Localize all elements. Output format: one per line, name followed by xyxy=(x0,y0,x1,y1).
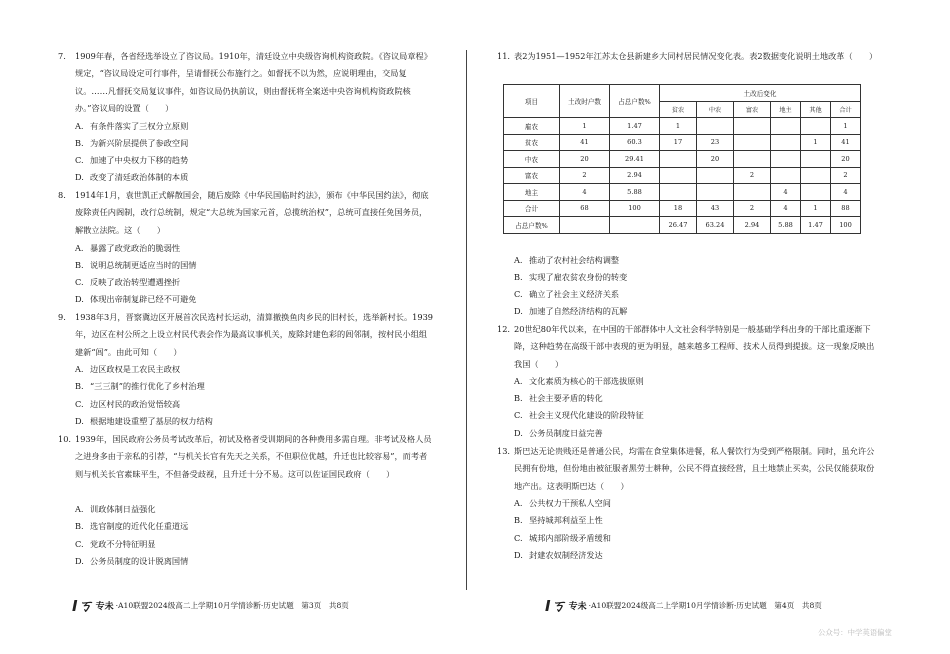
subheader-cell: 地主 xyxy=(771,101,801,118)
table-cell: 41 xyxy=(560,134,610,151)
table-row xyxy=(504,184,861,201)
table-cell: 41 xyxy=(831,134,861,151)
publisher-logo: Iㄎ xyxy=(545,597,566,615)
table-cell: 4 xyxy=(560,184,610,201)
table-cell: 2 xyxy=(734,167,771,184)
table-cell xyxy=(560,217,610,234)
table-row xyxy=(504,167,861,184)
option-text: 城邦内部阶级矛盾缓和 xyxy=(529,533,611,543)
option-text: 根据地建设重塑了基层的权力结构 xyxy=(90,416,213,426)
question-stem: 1914年1月，袁世凯正式解散国会，随后废除《中华民国临时约法》，颁布《中华民国约法》，彻底废除责任内阁制，改行总统制，规定“大总统为国家元首，总揽统治权”，总统可直接任免国务员，解散立法院。这（ ） xyxy=(75,190,429,235)
option-letter: D. xyxy=(75,172,84,182)
option-letter: B. xyxy=(75,138,84,148)
option-text: 确立了社会主义经济关系 xyxy=(529,289,620,299)
option-letter: C. xyxy=(514,533,523,543)
table-cell: 23 xyxy=(697,134,734,151)
table-cell: 5.88 xyxy=(610,184,660,201)
subheader-cell: 合计 xyxy=(831,101,861,118)
table-cell: 5.88 xyxy=(771,217,801,234)
publisher-logo-text: 专未 xyxy=(95,602,114,612)
option-letter: D. xyxy=(514,306,523,316)
option-letter: C. xyxy=(75,399,84,409)
table-cell: 1 xyxy=(831,118,861,135)
option-text: 暴露了政党政治的脆弱性 xyxy=(90,243,181,253)
table-cell: 2 xyxy=(734,200,771,217)
table-cell: 贫农 xyxy=(504,134,560,151)
option-text: 训政体制日益强化 xyxy=(90,504,156,514)
option-a[interactable] xyxy=(514,373,644,390)
option-letter: B. xyxy=(514,393,523,403)
option-b[interactable] xyxy=(514,512,603,529)
footer-text: ·A10联盟2024级高二上学期10月学情诊断·历史试题 第3页 共8页 xyxy=(115,601,349,610)
table-cell xyxy=(697,167,734,184)
option-d[interactable] xyxy=(75,413,213,430)
option-text: 加速了自然经济结构的瓦解 xyxy=(529,306,628,316)
option-c[interactable] xyxy=(514,407,644,424)
option-letter: D. xyxy=(75,416,84,426)
table-cell: 60.3 xyxy=(610,134,660,151)
table-cell: 20 xyxy=(831,151,861,168)
table-cell: 43 xyxy=(697,200,734,217)
question-stem: 1938年3月，晋察冀边区开展首次民选村长运动，清算撤换鱼肉乡民的旧村长，选举新村长。1939年，边区在村公所之上设立村民代表会作为最高议事机关，废除封建色彩的闾邻制，按村民小组组建新“闾”。由此可知（ ） xyxy=(75,312,434,357)
option-d[interactable] xyxy=(514,425,603,442)
option-b[interactable] xyxy=(514,390,603,407)
option-a[interactable] xyxy=(514,252,619,269)
table-cell: 1 xyxy=(660,118,697,135)
option-letter: D. xyxy=(514,550,523,560)
header-before: 土改时户数 xyxy=(560,85,610,118)
option-letter: B. xyxy=(514,515,523,525)
option-a[interactable] xyxy=(75,118,188,135)
table-cell xyxy=(697,118,734,135)
option-letter: A. xyxy=(75,364,84,374)
option-text: 说明总统制更适应当时的国情 xyxy=(90,260,197,270)
option-b[interactable] xyxy=(514,269,627,286)
table-cell xyxy=(610,217,660,234)
question-number: 12. xyxy=(497,324,511,334)
table-cell: 18 xyxy=(660,200,697,217)
table-cell: 合计 xyxy=(504,200,560,217)
option-letter: A. xyxy=(75,243,84,253)
option-c[interactable] xyxy=(75,274,180,291)
page-footer xyxy=(72,595,349,616)
table-cell xyxy=(660,167,697,184)
option-letter: A. xyxy=(514,255,523,265)
option-c[interactable] xyxy=(75,536,156,553)
question-stem: 20世纪80年代以来，在中国的干部群体中人文社会科学特别是一般基础学科出身的干部比重逐渐下降，这种趋势在高级干部中表现的更为明显，越来越多工程师、技术人员得到提拔。这一现象反映出我国（ ） xyxy=(514,324,875,369)
option-text: 改变了清廷政治体制的本质 xyxy=(90,172,189,182)
option-text: 实现了雇农贫农身份的转变 xyxy=(529,272,628,282)
table-cell xyxy=(801,151,831,168)
table-cell: 2 xyxy=(560,167,610,184)
table-cell: 4 xyxy=(771,184,801,201)
table-cell: 地主 xyxy=(504,184,560,201)
table-cell: 占总户数% xyxy=(504,217,560,234)
header-item: 项目 xyxy=(504,85,560,118)
option-text: 推动了农村社会结构调整 xyxy=(529,255,620,265)
header-pct: 占总户数% xyxy=(610,85,660,118)
table-cell xyxy=(660,151,697,168)
question-number: 9. xyxy=(58,312,66,322)
option-letter: B. xyxy=(514,272,523,282)
option-letter: B. xyxy=(75,260,84,270)
option-c[interactable] xyxy=(75,396,180,413)
option-text: 封建农奴制经济发达 xyxy=(529,550,603,560)
option-d[interactable] xyxy=(75,291,196,308)
option-a[interactable] xyxy=(75,501,156,518)
table-cell xyxy=(734,184,771,201)
option-b[interactable] xyxy=(75,257,196,274)
table-cell: 4 xyxy=(831,184,861,201)
header-after: 土改后变化 xyxy=(660,85,861,102)
table-cell: 富农 xyxy=(504,167,560,184)
table-cell: 29.41 xyxy=(610,151,660,168)
subheader-cell: 贫农 xyxy=(660,101,697,118)
option-d[interactable] xyxy=(75,553,188,570)
option-text: 反映了政治转型遭遇挫折 xyxy=(90,277,181,287)
table-row xyxy=(504,151,861,168)
table-cell: 雇农 xyxy=(504,118,560,135)
table-cell: 17 xyxy=(660,134,697,151)
option-letter: A. xyxy=(514,498,523,508)
table-cell: 26.47 xyxy=(660,217,697,234)
option-text: 坚持城邦利益至上性 xyxy=(529,515,603,525)
table-cell: 1.47 xyxy=(801,217,831,234)
option-text: 公共权力干预私人空间 xyxy=(529,498,611,508)
table-header-row xyxy=(504,85,861,102)
question-number: 7. xyxy=(58,51,66,61)
option-b[interactable] xyxy=(75,378,205,395)
page-divider xyxy=(466,50,467,590)
table-cell: 中农 xyxy=(504,151,560,168)
option-text: 边区政权是工农民主政权 xyxy=(90,364,181,374)
table-cell xyxy=(734,151,771,168)
option-letter: C. xyxy=(75,277,84,287)
question-stem: 表2为1951—1952年江苏太仓县新建乡大同村居民情况变化表。表2数据变化说明土地改革（ ） xyxy=(514,51,878,61)
option-d[interactable] xyxy=(514,547,603,564)
table-cell xyxy=(801,167,831,184)
option-letter: B. xyxy=(75,381,84,391)
question-stem: 斯巴达无论贵贱还是普通公民，均需在食堂集体进餐，私人餐饮行为受到严格限制。同时，虽允许公民拥有份地，但份地由被征服者黑劳士耕种，公民不得直接经营，且土地禁止买卖，公民仅能获取份地产出。这表明斯巴达（ ） xyxy=(514,446,875,491)
option-a[interactable] xyxy=(514,495,611,512)
option-a[interactable] xyxy=(75,361,180,378)
table-cell: 1 xyxy=(560,118,610,135)
option-text: 边区村民的政治觉悟较高 xyxy=(90,399,181,409)
option-text: 公务员制度日益完善 xyxy=(529,428,603,438)
table-cell xyxy=(734,134,771,151)
table-cell: 4 xyxy=(771,200,801,217)
table-cell: 63.24 xyxy=(697,217,734,234)
option-letter: A. xyxy=(75,121,84,131)
publisher-logo-text: 专未 xyxy=(568,602,587,612)
option-text: 社会主义现代化建设的阶段特征 xyxy=(529,410,644,420)
table-cell: 1 xyxy=(801,134,831,151)
option-text: “三三制”的推行优化了乡村治理 xyxy=(90,381,205,391)
option-text: 党政不分特征明显 xyxy=(90,539,156,549)
table-cell xyxy=(771,167,801,184)
question-number: 10. xyxy=(58,434,72,444)
table-cell xyxy=(771,118,801,135)
option-b[interactable] xyxy=(75,135,188,152)
subheader-cell: 其他 xyxy=(801,101,831,118)
option-text: 有条件落实了三权分立原则 xyxy=(90,121,189,131)
table-cell: 20 xyxy=(560,151,610,168)
table-cell: 100 xyxy=(610,200,660,217)
table-body xyxy=(504,118,861,234)
table-row xyxy=(504,134,861,151)
option-text: 文化素质为核心的干部选拔原则 xyxy=(529,376,644,386)
table-cell xyxy=(801,118,831,135)
option-letter: C. xyxy=(75,155,84,165)
option-text: 为新兴阶层提供了参政空间 xyxy=(90,138,189,148)
option-c[interactable] xyxy=(75,152,188,169)
option-letter: A. xyxy=(75,504,84,514)
table-row xyxy=(504,200,861,217)
option-text: 选官制度的近代化任重道远 xyxy=(90,521,189,531)
option-text: 加速了中央权力下移的趋势 xyxy=(90,155,189,165)
data-table xyxy=(503,84,861,234)
table-row xyxy=(504,118,861,135)
table-cell xyxy=(801,184,831,201)
table-cell: 2 xyxy=(831,167,861,184)
subheader-cell: 富农 xyxy=(734,101,771,118)
option-letter: D. xyxy=(514,428,523,438)
question-stem: 1939年，国民政府公务员考试改革后，初试及格者受训期间的各种费用多需自理。非考试及格人员之进身多由于亲私的引荐，“与机关长官有先天之关系，不但职位优越，升迁也比较容易”，而考者则与机关长官素昧平生，不但备受歧视，且升迁十分不易。这可以佐证国民政府（ ） xyxy=(75,434,432,479)
option-letter: B. xyxy=(75,521,84,531)
option-text: 公务员制度的设计脱离国情 xyxy=(90,556,189,566)
table-cell xyxy=(734,118,771,135)
option-letter: C. xyxy=(75,539,84,549)
option-d[interactable] xyxy=(514,303,627,320)
table-cell: 1 xyxy=(801,200,831,217)
option-letter: C. xyxy=(514,289,523,299)
table-cell: 68 xyxy=(560,200,610,217)
question-number: 11. xyxy=(497,51,511,61)
option-letter: C. xyxy=(514,410,523,420)
option-text: 体现出帝制复辟已经不可避免 xyxy=(90,294,197,304)
table-cell xyxy=(660,184,697,201)
option-letter: D. xyxy=(75,294,84,304)
table-cell: 2.94 xyxy=(734,217,771,234)
footer-text: ·A10联盟2024级高二上学期10月学情诊断·历史试题 第4页 共8页 xyxy=(588,601,822,610)
option-a[interactable] xyxy=(75,240,180,257)
publisher-logo: Iㄎ xyxy=(72,597,93,615)
table-cell xyxy=(771,134,801,151)
question-number: 8. xyxy=(58,190,66,200)
option-c[interactable] xyxy=(514,530,611,547)
option-d[interactable] xyxy=(75,169,188,186)
page-footer xyxy=(545,595,822,616)
table-cell: 88 xyxy=(831,200,861,217)
option-c[interactable] xyxy=(514,286,619,303)
subheader-cell: 中农 xyxy=(697,101,734,118)
table-cell: 1.47 xyxy=(610,118,660,135)
watermark: 公众号：中学英语偏堂 xyxy=(818,628,892,637)
table-cell: 20 xyxy=(697,151,734,168)
question-stem: 1909年春，各省经选举设立了咨议局。1910年，清廷设立中央级咨询机构资政院。《咨议局章程》规定，“咨议局设定可行事件，呈请督抚公布施行之。如督抚不以为然，应说明理由，交局复议。……凡督抚交局复议事件，如咨议局仍执前议，则由督抚将全案送中央咨询机构资政院核办。”咨议局的设置（ ） xyxy=(75,51,432,113)
option-b[interactable] xyxy=(75,518,188,535)
table-cell xyxy=(771,151,801,168)
table-row xyxy=(504,217,861,234)
table-cell: 100 xyxy=(831,217,861,234)
question-number: 13. xyxy=(497,446,511,456)
table-cell: 2.94 xyxy=(610,167,660,184)
option-letter: D. xyxy=(75,556,84,566)
option-letter: A. xyxy=(514,376,523,386)
option-text: 社会主要矛盾的转化 xyxy=(529,393,603,403)
table-cell xyxy=(697,184,734,201)
